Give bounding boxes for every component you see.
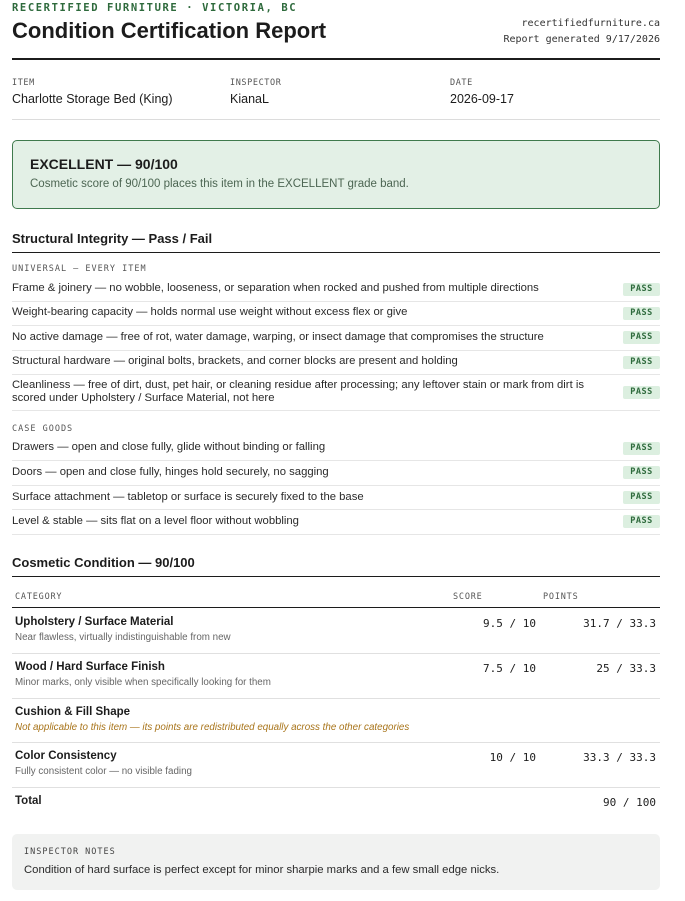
check-row	[12, 374, 660, 411]
date-field	[450, 78, 514, 106]
check-row	[12, 485, 660, 510]
category-desc: Minor marks, only visible when specifically looking for them	[15, 677, 271, 688]
date-value: 2026-09-17	[450, 92, 514, 106]
check-row	[12, 460, 660, 486]
check-text: Surface attachment — tabletop or surface is securely fixed to the base	[12, 491, 364, 503]
check-text: Doors — open and close fully, hinges hold securely, no sagging	[12, 466, 329, 478]
check-text: No active damage — free of rot, water damage, warping, or insect damage that compromises the structure	[12, 331, 544, 343]
check-text: Cleanliness — free of dirt, dust, pet hair, or cleaning residue after processing; any leftover stain or mark from dirt is scored under Upholstery / Surface Material, not here	[12, 379, 585, 404]
page-title: Condition Certification Report	[12, 18, 327, 43]
grade-title: EXCELLENT — 90/100	[30, 156, 178, 172]
info-divider	[12, 119, 660, 120]
pass-badge: PASS	[623, 386, 660, 399]
item-value: Charlotte Storage Bed (King)	[12, 92, 173, 106]
category-name: Upholstery / Surface Material	[15, 616, 174, 628]
category-name: Wood / Hard Surface Finish	[15, 661, 165, 673]
col-category: CATEGORY	[15, 592, 63, 602]
category-points: 25 / 33.3	[596, 662, 656, 675]
cosmetic-title: Cosmetic Condition — 90/100	[12, 555, 195, 570]
pass-badge: PASS	[623, 515, 660, 528]
category-points: 33.3 / 33.3	[583, 751, 656, 764]
check-row	[12, 325, 660, 351]
check-row	[12, 350, 660, 375]
category-desc: Fully consistent color — no visible fading	[15, 766, 192, 777]
table-row	[12, 608, 660, 654]
item-field	[12, 78, 173, 106]
col-points: POINTS	[543, 592, 579, 602]
table-row	[12, 698, 660, 743]
table-row	[12, 653, 660, 699]
inspector-field	[230, 78, 281, 106]
brand-line: RECERTIFIED FURNITURE · VICTORIA, BC	[12, 2, 298, 14]
inspector-label: INSPECTOR	[230, 78, 282, 88]
check-text: Level & stable — sits flat on a level floor without wobbling	[12, 515, 299, 527]
check-row	[12, 277, 660, 302]
category-score: 9.5 / 10	[483, 617, 536, 630]
check-text: Structural hardware — original bolts, brackets, and corner blocks are present and holding	[12, 355, 458, 367]
structural-divider	[12, 252, 660, 253]
total-label: Total	[15, 795, 42, 807]
category-name: Cushion & Fill Shape	[15, 706, 131, 718]
universal-group-label: UNIVERSAL — EVERY ITEM	[12, 264, 147, 274]
generated-date: Report generated 9/17/2026	[503, 34, 660, 45]
check-text: Weight-bearing capacity — holds normal use weight without excess flex or give	[12, 306, 408, 318]
col-score: SCORE	[453, 592, 483, 602]
check-text: Drawers — open and close fully, glide without binding or falling	[12, 441, 326, 453]
cosmetic-divider	[12, 576, 660, 577]
case-goods-group-label: CASE GOODS	[12, 424, 74, 434]
category-name: Color Consistency	[15, 750, 117, 762]
pass-badge: PASS	[623, 356, 660, 369]
category-score: 7.5 / 10	[483, 662, 536, 675]
structural-title: Structural Integrity — Pass / Fail	[12, 231, 213, 246]
pass-badge: PASS	[623, 331, 660, 344]
category-score: 10 / 10	[489, 751, 536, 764]
pass-badge: PASS	[623, 491, 660, 504]
pass-badge: PASS	[623, 283, 660, 296]
inspector-notes	[12, 834, 660, 890]
category-desc-not-applicable: Not applicable to this item — its points are redistributed equally across the other categories	[15, 722, 410, 733]
check-row	[12, 509, 660, 535]
category-desc: Near flawless, virtually indistinguishable from new	[15, 632, 231, 643]
pass-badge: PASS	[623, 307, 660, 320]
notes-text: Condition of hard surface is perfect except for minor sharpie marks and a few small edge nicks.	[24, 864, 500, 876]
item-label: ITEM	[12, 78, 35, 88]
pass-badge: PASS	[623, 466, 660, 479]
notes-label: INSPECTOR NOTES	[24, 847, 116, 857]
grade-description: Cosmetic score of 90/100 places this item in the EXCELLENT grade band.	[30, 178, 409, 190]
item-info	[12, 78, 660, 108]
report-meta	[503, 16, 660, 48]
table-row	[12, 742, 660, 788]
pass-badge: PASS	[623, 442, 660, 455]
inspector-value: KianaL	[230, 92, 269, 106]
check-text: Frame & joinery — no wobble, looseness, or separation when rocked and pushed from multiple directions	[12, 282, 539, 294]
website-link[interactable]: recertifiedfurniture.ca	[521, 18, 660, 29]
category-points: 31.7 / 33.3	[583, 617, 656, 630]
header-divider	[12, 58, 660, 60]
check-row	[12, 436, 660, 461]
grade-banner	[12, 140, 660, 209]
check-row	[12, 301, 660, 326]
total-value: 90 / 100	[603, 796, 656, 809]
date-label: DATE	[450, 78, 473, 88]
